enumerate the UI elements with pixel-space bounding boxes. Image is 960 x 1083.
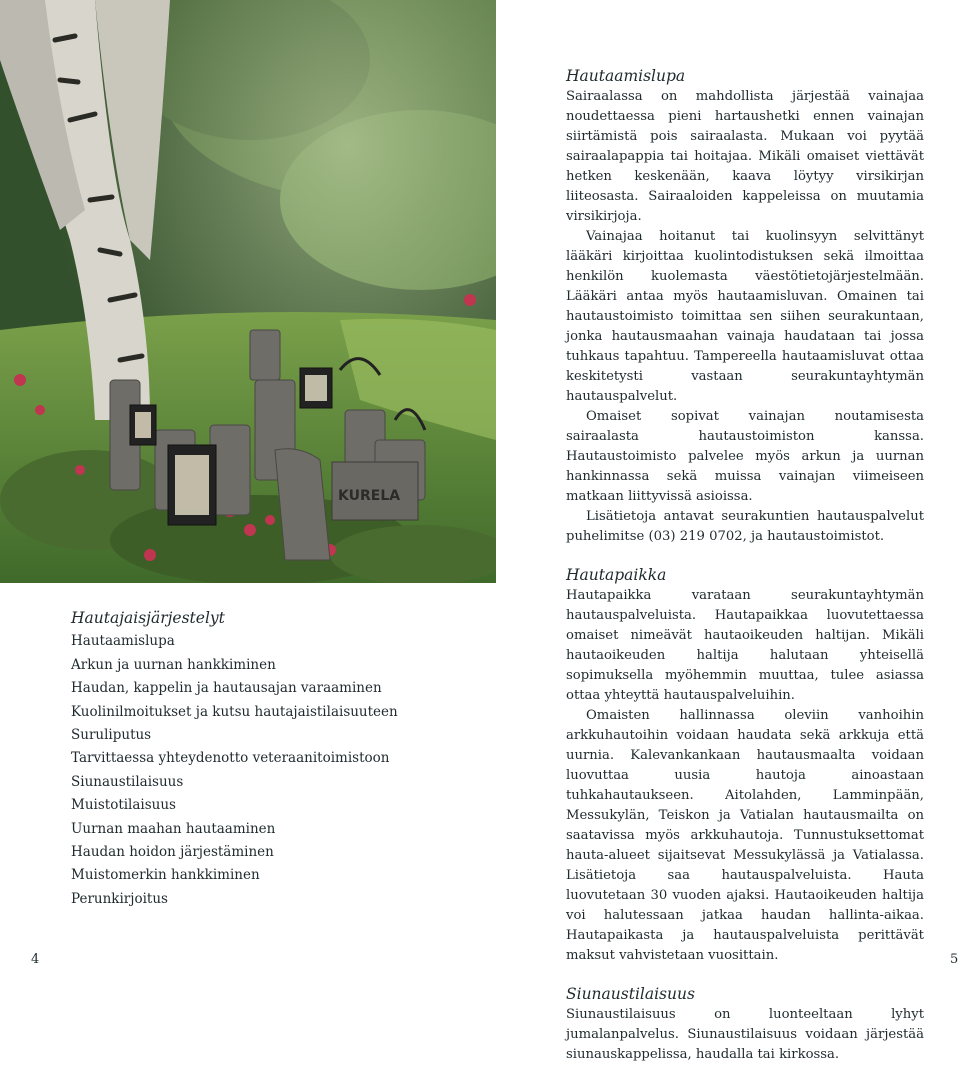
section-title: Siunaustilaisuus [566, 985, 695, 1003]
page-number-left: 4 [31, 952, 40, 967]
cemetery-photo [0, 0, 496, 583]
paragraph: Omaisten hallinnassa oleviin vanhoihin arkkuhautoihin voidaan haudata sekä arkkuja että uurnia. Kalevankankaan hautausmaalta voidaan luovuttaa uusia hautoja ainoastaan tuhkahautaukseen. Aitolahden, Lamminpään, Messukylän, Teiskon ja Vatialan hautausmailta on saatavissa myös arkkuhautoja. Tunnustuksettomat hauta-alueet sijaitsevat Messukylässä ja Vatialassa. Lisätietoja saa hautauspalveluista. Hauta luovutetaan 30 vuoden ajaksi. Hautaoikeuden haltija voi halutessaan jatkaa haudan hallinta-aikaa. Hautapaikasta ja hautauspalveluista perittävät maksut vahvistetaan vuosittain. [566, 708, 924, 963]
list-heading: Hautajaisjärjestelyt [71, 609, 225, 627]
page-number-right: 5 [950, 952, 959, 967]
right-column [566, 66, 924, 1083]
list-item: Hautaamislupa [71, 633, 175, 650]
gravestone-inscription: KURELA [338, 488, 401, 504]
list-item: Muistomerkin hankkiminen [71, 867, 260, 884]
list-item: Haudan hoidon järjestäminen [71, 844, 274, 861]
paragraph: Sairaalassa on mahdollista järjestää vainajaa noudettaessa pieni hartaushetki ennen vainajan siirtämistä pois sairaalasta. Mukaan voi pyytää sairaalapappia tai hoitajaa. Mikäli omaiset viettävät hetken keskenään, kaava löytyy virsikirjan liiteosasta. Sairaaloiden kappeleissa on muutamia virsikirjoja. [566, 89, 924, 224]
list-item: Muistotilaisuus [71, 797, 176, 814]
list-item: Suruliputus [71, 727, 152, 744]
section-title: Hautapaikka [566, 566, 667, 584]
paragraph: Vainajaa hoitanut tai kuolinsyyn selvittänyt lääkäri kirjoittaa kuolintodistuksen sekä ilmoittaa henkilön kuolemasta väestötietojärjestelmään. Lääkäri antaa myös hautaamisluvan. Omainen tai hautaustoimisto toimittaa sen siihen seurakuntaan, jonka hautausmaahan vainaja haudataan tai jossa tuhkaus tapahtuu. Tampereella hautaamisluvat ottaa keskitetysti vastaan seurakuntayhtymän hautauspalvelut. [566, 229, 924, 404]
section-hautapaikka [566, 565, 924, 966]
list-item: Haudan, kappelin ja hautausajan varaaminen [71, 680, 382, 697]
cemetery-illustration [0, 0, 496, 583]
list-item: Perunkirjoitus [71, 890, 168, 907]
paragraph: Omaiset sopivat vainajan noutamisesta sairaalasta hautaustoimiston kanssa. Hautaustoimisto palvelee myös arkun ja uurnan hankinnassa sekä muissa vainajan viimeiseen matkaan liittyvissä asioissa. [566, 409, 924, 504]
list-item: Tarvittaessa yhteydenotto veteraanitoimistoon [71, 750, 390, 767]
section-title: Hautaamislupa [566, 67, 686, 85]
paragraph: Hautapaikka varataan seurakuntayhtymän hautauspalveluista. Hautapaikkaa luovutettaessa omaiset nimeävät hautaoikeuden haltijan. Mikäli hautaoikeuden haltija halutaan yhteisellä sopimuksella myöhemmin muuttaa, tulee asiassa ottaa yhteyttä hautauspalveluihin. [566, 588, 924, 703]
funeral-arrangements-list [71, 607, 471, 911]
section-hautaamislupa [566, 66, 924, 547]
paragraph: Siunaustilaisuus on luonteeltaan lyhyt jumalanpalvelus. Siunaustilaisuus voidaan järjestää siunauskappelissa, haudalla tai kirkossa. [566, 1007, 924, 1062]
list-item: Uurnan maahan hautaaminen [71, 820, 276, 837]
section-siunaustilaisuus [566, 984, 924, 1065]
paragraph: Lisätietoja antavat seurakuntien hautauspalvelut puhelimitse (03) 219 0702, ja hautaustoimistot. [566, 509, 924, 544]
list-item: Arkun ja uurnan hankkiminen [71, 656, 276, 673]
list-item: Kuolinilmoitukset ja kutsu hautajaistilaisuuteen [71, 703, 398, 720]
list-item: Siunaustilaisuus [71, 773, 184, 790]
